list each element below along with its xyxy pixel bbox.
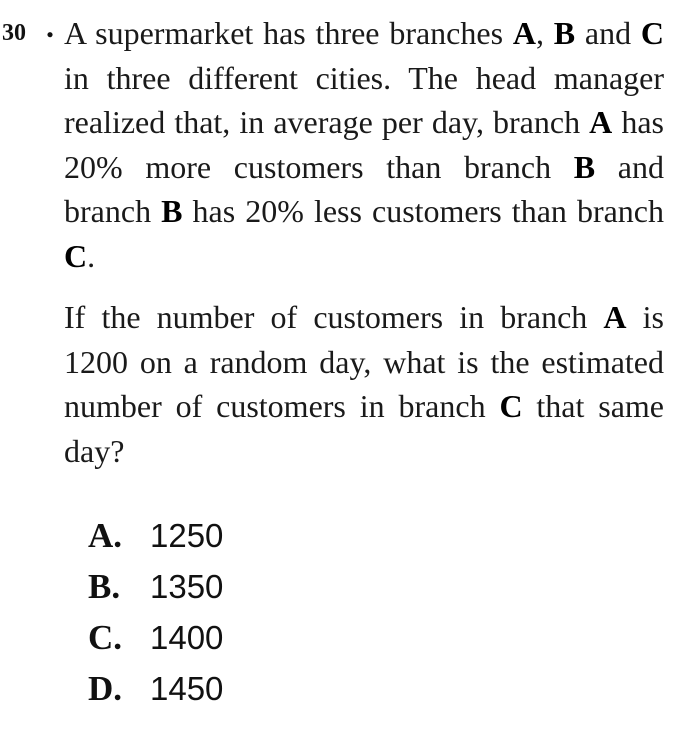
bold-term: A (589, 104, 613, 140)
question-paragraph-2 (64, 295, 664, 473)
text-run: and branch (64, 148, 665, 229)
answer-option-c[interactable] (88, 618, 223, 669)
option-letter: D. (88, 669, 123, 708)
answer-options (88, 516, 223, 720)
text-run: and (575, 15, 641, 51)
text-run: is 1200 on a random day, what is the estimated number of customers in branch (64, 299, 665, 424)
question-paragraph-1 (64, 11, 664, 278)
option-value: 1400 (150, 619, 224, 656)
option-value: 1450 (150, 670, 224, 707)
text-run: has 20% more customers than branch (64, 104, 665, 185)
option-letter: B. (88, 567, 121, 606)
text-run: , (535, 15, 554, 51)
answer-option-b[interactable] (88, 567, 223, 618)
bold-term: C (64, 237, 88, 274)
option-value: 1250 (150, 517, 224, 554)
bold-term: B (573, 148, 596, 185)
text-run: that same day? (64, 388, 665, 469)
option-letter: C. (88, 618, 123, 657)
bold-term: C (499, 388, 523, 424)
bold-term: A (512, 15, 536, 51)
question-number: 30 (2, 20, 26, 46)
option-value: 1350 (150, 568, 224, 605)
option-letter: A. (88, 516, 123, 555)
answer-option-d[interactable] (88, 669, 223, 720)
bold-term: C (640, 15, 665, 51)
bold-term: A (603, 299, 627, 335)
text-run: . (87, 237, 96, 274)
question-dot: . (46, 8, 54, 44)
text-run: If the number of customers in branch (64, 299, 604, 335)
text-run: A supermarket has three branches (64, 15, 513, 51)
bold-term: B (161, 193, 183, 229)
answer-option-a[interactable] (88, 516, 223, 567)
text-run: in three different cities. The head manager realized that, in average per day, branch (64, 59, 664, 140)
text-run: has 20% less customers than branch (182, 193, 665, 229)
bold-term: B (553, 15, 576, 51)
